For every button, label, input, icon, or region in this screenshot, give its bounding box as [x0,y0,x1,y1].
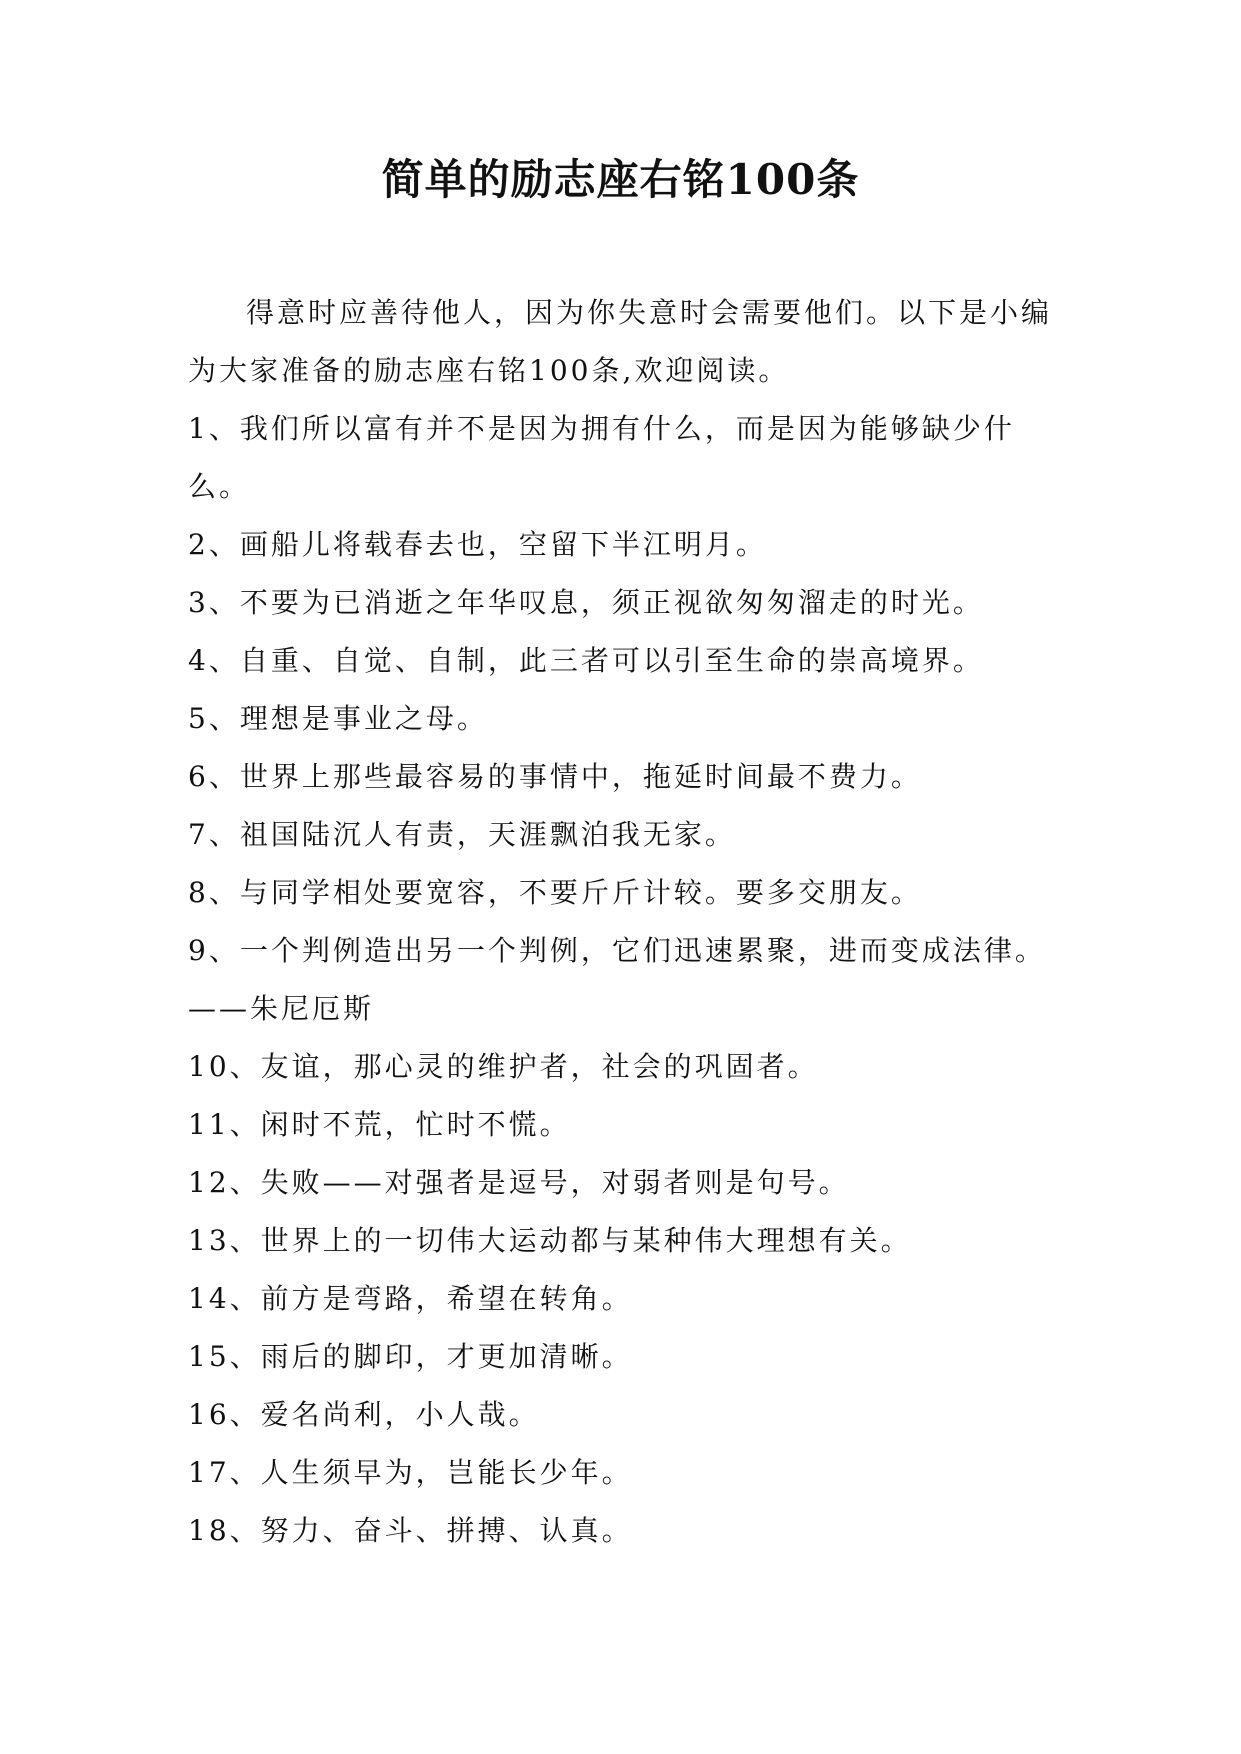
motto-item-18: 18、努力、奋斗、拼搏、认真。 [188,1514,633,1547]
motto-item-1: 1、我们所以富有并不是因为拥有什么，而是因为能够缺少什么。 [188,412,1015,503]
motto-item-3: 3、不要为已消逝之年华叹息，须正视欲匆匆溜走的时光。 [188,586,984,619]
document-title: 简单的励志座右铭100条 [381,155,860,204]
motto-item-9: 9、一个判例造出另一个判例，它们迅速累聚，进而变成法律。——朱尼厄斯 [188,934,1046,1025]
intro-paragraph: 得意时应善待他人，因为你失意时会需要他们。以下是小编为大家准备的励志座右铭100条,欢迎阅读。 [188,296,1053,387]
motto-item-14: 14、前方是弯路，希望在转角。 [188,1282,633,1315]
motto-item-5: 5、理想是事业之母。 [188,702,488,735]
motto-item-6: 6、世界上那些最容易的事情中，拖延时间最不费力。 [188,760,922,793]
motto-item-17: 17、人生须早为，岂能长少年。 [188,1456,633,1489]
motto-item-7: 7、祖国陆沉人有责，天涯飘泊我无家。 [188,818,736,851]
motto-item-4: 4、自重、自觉、自制，此三者可以引至生命的崇高境界。 [188,644,984,677]
motto-item-11: 11、闲时不荒，忙时不慌。 [188,1108,571,1141]
motto-item-16: 16、爱名尚利，小人哉。 [188,1398,540,1431]
motto-item-12: 12、失败——对强者是逗号，对弱者则是句号。 [188,1166,850,1199]
motto-item-10: 10、友谊，那心灵的维护者，社会的巩固者。 [188,1050,819,1083]
motto-item-15: 15、雨后的脚印，才更加清晰。 [188,1340,633,1373]
motto-item-13: 13、世界上的一切伟大运动都与某种伟大理想有关。 [188,1224,912,1257]
motto-item-8: 8、与同学相处要宽容，不要斤斤计较。要多交朋友。 [188,876,922,909]
motto-item-2: 2、画船儿将载春去也，空留下半江明月。 [188,528,767,561]
document-body [188,284,1054,1560]
